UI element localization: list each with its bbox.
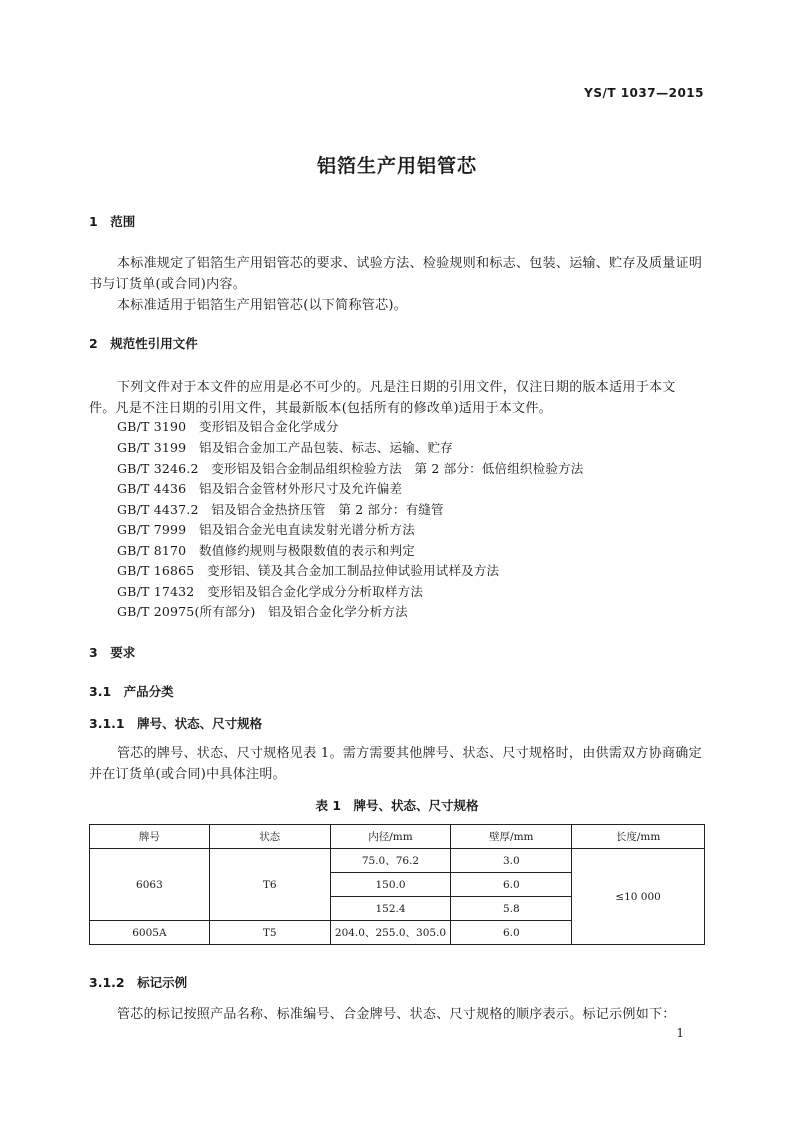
header-temper: 状态 <box>209 825 330 849</box>
reference-item: GB/T 8170 数值修约规则与极限数值的表示和判定 <box>117 543 415 558</box>
header-wall-thickness: 壁厚/mm <box>451 825 572 849</box>
header-length: 长度/mm <box>572 825 705 849</box>
reference-item: GB/T 17432 变形铝及铝合金化学成分分析取样方法 <box>117 584 424 599</box>
reference-item: GB/T 16865 变形铝、镁及其合金加工制品拉伸试验用试样及方法 <box>117 563 500 578</box>
section-1-para2: 本标准适用于铝箔生产用铝管芯(以下简称管芯)。 <box>117 298 408 313</box>
cell-wall-thickness: 3.0 <box>451 849 572 873</box>
table-header-row <box>90 825 705 849</box>
cell-inner-diameter: 152.4 <box>330 897 451 921</box>
cell-temper: T5 <box>209 921 330 945</box>
spec-table <box>89 824 705 945</box>
header-inner-diameter: 内径/mm <box>330 825 451 849</box>
section-2-heading: 2 规范性引用文件 <box>89 336 198 351</box>
reference-item: GB/T 20975(所有部分) 铝及铝合金化学分析方法 <box>117 604 408 619</box>
section-3-1-1-line1: 管芯的牌号、状态、尺寸规格见表 1。需方需要其他牌号、状态、尺寸规格时，由供需双方协商确定 <box>117 746 702 761</box>
section-2-para-line1: 下列文件对于本文件的应用是必不可少的。凡是注日期的引用文件，仅注日期的版本适用于本文 <box>117 380 676 395</box>
cell-wall-thickness: 6.0 <box>451 873 572 897</box>
section-1-para1-line1: 本标准规定了铝箔生产用铝管芯的要求、试验方法、检验规则和标志、包装、运输、贮存及质量证明 <box>117 256 703 271</box>
cell-grade: 6005A <box>90 921 210 945</box>
cell-grade: 6063 <box>90 849 210 921</box>
cell-temper: T6 <box>209 849 330 921</box>
cell-inner-diameter: 150.0 <box>330 873 451 897</box>
reference-item: GB/T 4437.2 铝及铝合金热挤压管 第 2 部分：有缝管 <box>117 502 444 517</box>
cell-length: ≤10 000 <box>572 849 705 945</box>
section-3-1-1-heading: 3.1.1 牌号、状态、尺寸规格 <box>89 716 263 731</box>
section-3-heading: 3 要求 <box>89 645 136 660</box>
section-3-1-1-line2: 并在订货单(或合同)中具体注明。 <box>89 767 286 782</box>
reference-item: GB/T 4436 铝及铝合金管材外形尺寸及允许偏差 <box>117 481 403 496</box>
section-1-para1-line2: 书与订货单(或合同)内容。 <box>89 277 247 292</box>
section-3-1-2-line1: 管芯的标记按照产品名称、标准编号、合金牌号、状态、尺寸规格的顺序表示。标记示例如下： <box>117 1007 676 1022</box>
cell-wall-thickness: 6.0 <box>451 921 572 945</box>
reference-item: GB/T 7999 铝及铝合金光电直读发射光谱分析方法 <box>117 522 415 537</box>
section-1-heading: 1 范围 <box>89 214 136 229</box>
cell-inner-diameter: 75.0、76.2 <box>330 849 451 873</box>
section-3-1-2-heading: 3.1.2 标记示例 <box>89 975 188 990</box>
page-number: 1 <box>676 1026 684 1040</box>
section-3-1-heading: 3.1 产品分类 <box>89 684 174 699</box>
reference-item: GB/T 3190 变形铝及铝合金化学成分 <box>117 419 339 434</box>
cell-wall-thickness: 5.8 <box>451 897 572 921</box>
section-2-para-line2: 件。凡是不注日期的引用文件，其最新版本(包括所有的修改单)适用于本文件。 <box>89 401 552 416</box>
header-grade: 牌号 <box>90 825 210 849</box>
cell-inner-diameter: 204.0、255.0、305.0 <box>330 921 451 945</box>
table-row <box>90 849 705 873</box>
reference-item: GB/T 3199 铝及铝合金加工产品包装、标志、运输、贮存 <box>117 440 454 455</box>
table-caption: 表 1 牌号、状态、尺寸规格 <box>315 798 479 813</box>
document-id: YS/T 1037—2015 <box>584 86 704 100</box>
document-title: 铝箔生产用铝管芯 <box>316 155 477 177</box>
reference-item: GB/T 3246.2 变形铝及铝合金制品组织检验方法 第 2 部分：低倍组织检验方法 <box>117 461 584 476</box>
